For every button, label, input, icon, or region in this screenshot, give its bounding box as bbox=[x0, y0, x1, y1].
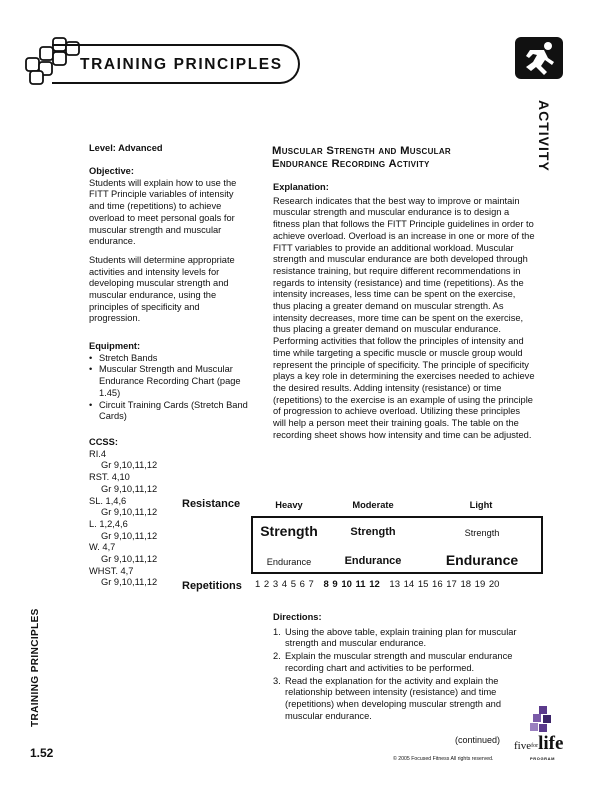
endurance-heavy: Endurance bbox=[266, 557, 312, 567]
reps-light: 13 14 15 16 17 18 19 20 bbox=[389, 579, 500, 590]
strength-heavy: Strength bbox=[260, 523, 318, 539]
ccss-grades: Gr 9,10,11,12 bbox=[101, 554, 158, 565]
ccss-code: WHST. 4,7 bbox=[89, 565, 134, 576]
continued-text: (continued) bbox=[455, 735, 501, 745]
direction-step: 1. Using the above table, explain training plan for muscular strength and muscular endurance. bbox=[273, 626, 517, 649]
logo-mark-icon bbox=[530, 706, 556, 732]
direction-step: 2. Explain the muscular strength and muscular endurance recording chart and activities to be performed. bbox=[273, 651, 513, 673]
page-number: 1.52 bbox=[30, 746, 54, 760]
ccss-code: RI.4 bbox=[89, 448, 107, 459]
running-figure-icon bbox=[514, 36, 564, 80]
strength-light: Strength bbox=[464, 528, 500, 538]
ccss-grades: Gr 9,10,11,12 bbox=[101, 577, 158, 588]
five-for-life-logo bbox=[514, 706, 564, 766]
logo-for: for bbox=[531, 743, 539, 749]
objective-section bbox=[89, 166, 249, 325]
endurance-light: Endurance bbox=[445, 552, 519, 568]
equipment-item: • Muscular Strength and Muscular Endurance Recording Chart (page 1.45) bbox=[89, 364, 249, 399]
objective-paragraph-1: Students will explain how to use the FITT Principle variables of intensity and time (repetitions) to achieve overload to meet personal goals for muscular strength and muscular endurance. bbox=[89, 177, 237, 247]
reps-moderate: 8 9 10 11 12 bbox=[323, 579, 380, 590]
strength-moderate: Strength bbox=[350, 526, 396, 538]
directions-section bbox=[273, 612, 541, 723]
reps-heavy: 1 2 3 4 5 6 7 bbox=[255, 579, 314, 590]
explanation-label: Explanation: bbox=[273, 182, 329, 192]
repetitions-label: Repetitions bbox=[182, 580, 242, 592]
ccss-label: CCSS: bbox=[89, 437, 118, 447]
explanation-text: Research indicates that the best way to improve or maintain muscular strength and muscular endurance is to design a fitness plan that follows the FITT Principle guidelines in order to achieve overload. Overload is an increase in one or more of the FITT variables to provide an additional workload. Muscular strength and muscular endurance are both developed through resistance training, but require different recommendations in regards to intensity (resistance) and time (repetitions). As the intensity increases, less time can be spent on the exercise, thus placing a greater demand on muscular strength. As intensity decreases, more time can be spent on the exercise, thus placing a greater demand on muscular endurance. Performing activities that follow the principles of intensity and time while targeting a specific muscle or muscle group would represent the principle of specificity. The principle of specificity plays a key role in determining the exercises needed to achieve the desired results. Adding intensity (resistance) or time (repetitions) to the exercise is an example of using the principle of progression to achieve overload. Utilizing these principles will help a person meet their training goals. The table on the recording sheet shows how intensity and time can be adjusted. bbox=[273, 195, 535, 440]
page-title: TRAINING PRINCIPLES bbox=[80, 56, 283, 73]
equipment-item: • Circuit Training Cards (Stretch Band Cards) bbox=[89, 400, 249, 423]
explanation-section bbox=[273, 182, 535, 441]
ccss-code: W. 4,7 bbox=[89, 542, 116, 553]
heavy-header: Heavy bbox=[275, 500, 303, 510]
endurance-moderate: Endurance bbox=[344, 555, 402, 567]
moderate-header: Moderate bbox=[352, 500, 394, 510]
activity-title: Muscular Strength and Muscular Endurance Recording Activity bbox=[272, 145, 451, 170]
resistance-label: Resistance bbox=[182, 498, 241, 510]
ccss-grades: Gr 9,10,11,12 bbox=[101, 483, 158, 494]
ccss-code: SL. 1,4,6 bbox=[89, 495, 127, 506]
ccss-section bbox=[89, 437, 199, 589]
directions-label: Directions: bbox=[273, 612, 322, 622]
level-text: Level: Advanced bbox=[89, 143, 163, 153]
copyright-text: © 2005 Focused Fitness All rights reserved. bbox=[393, 756, 494, 762]
ccss-grades: Gr 9,10,11,12 bbox=[101, 530, 158, 541]
direction-step: 3. Read the explanation for the activity and explain the relationship between intensity (resistance) and time (repetitions) when developing muscular strength and muscular endurance. bbox=[273, 675, 502, 721]
equipment-section bbox=[89, 341, 249, 423]
ccss-grades: Gr 9,10,11,12 bbox=[101, 507, 158, 518]
ccss-code: L. 1,2,4,6 bbox=[89, 518, 128, 529]
ccss-grades: Gr 9,10,11,12 bbox=[101, 460, 158, 471]
equipment-item: • Stretch Bands bbox=[89, 353, 249, 365]
section-label-vertical: TRAINING PRINCIPLES bbox=[30, 608, 41, 727]
equipment-label: Equipment: bbox=[89, 341, 141, 351]
ccss-code: RST. 4,10 bbox=[89, 472, 130, 483]
repetitions-scale bbox=[255, 579, 499, 590]
light-header: Light bbox=[469, 500, 493, 510]
objective-label: Objective: bbox=[89, 166, 134, 176]
logo-program: PROGRAM bbox=[530, 756, 556, 761]
logo-life: life bbox=[538, 733, 564, 754]
logo-five: five bbox=[514, 740, 532, 752]
activity-label: ACTIVITY bbox=[536, 100, 552, 172]
objective-paragraph-2: Students will determine appropriate activities and intensity levels for developing muscular strength and muscular endurance, using the principles of specificity and progression. bbox=[89, 254, 235, 324]
